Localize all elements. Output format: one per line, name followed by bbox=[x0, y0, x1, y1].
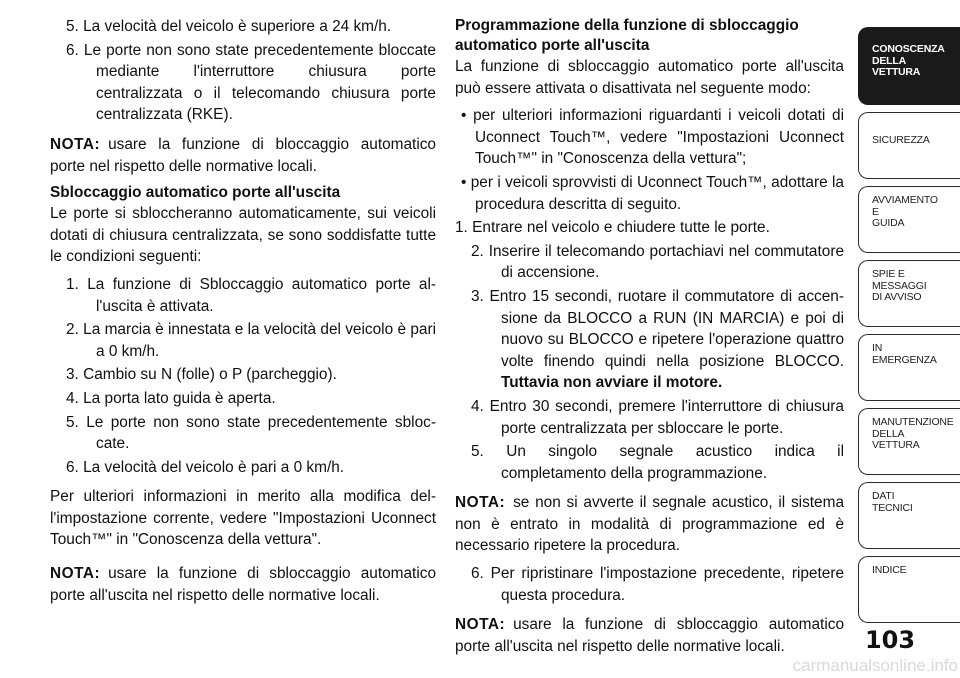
tab-indice[interactable]: INDICE bbox=[858, 556, 960, 623]
left-column bbox=[50, 16, 436, 612]
list-item: 2. La marcia è innestata e la velocità del veicolo è pari a 0 km/h. bbox=[66, 321, 436, 360]
note: NOTA: usare la funzione di sbloccaggio automatico porte all'uscita nel rispetto delle normative locali. bbox=[455, 616, 844, 655]
right-column bbox=[455, 16, 844, 663]
watermark: carmanualsonline.info bbox=[792, 656, 958, 675]
list-item: 6. Le porte non sono state precedentemente bloccate mediante l'interruttore chiusura porte centralizzata o il telecomando chiusura porte centralizzata (RKE). bbox=[66, 41, 436, 124]
list-item: 3. Cambio su N (folle) o P (parcheggio). bbox=[66, 366, 337, 384]
tab-in-emergenza[interactable]: IN EMERGENZA bbox=[858, 334, 960, 401]
list-item: 1. La funzione di Sbloccaggio automatico porte all'uscita è attivata. bbox=[66, 275, 437, 315]
tab-dati-tecnici[interactable]: DATI TECNICI bbox=[858, 482, 960, 549]
bullet-item: • per ulteriori informazioni riguardanti i veicoli dotati di Uconnect Touch™, vedere "Impostazioni Uconnect Touch™" in "Conoscenza della vettura"; bbox=[461, 107, 844, 168]
note: NOTA: se non si avverte il segnale acustico, il sistema non è entrato in modalità di programmazione ed è necessario ripetere la procedura. bbox=[455, 494, 844, 555]
note: NOTA: usare la funzione di bloccaggio automatico porte nel rispetto delle normative locali. bbox=[50, 135, 436, 175]
bullet-item: • per i veicoli sprovvisti di Uconnect Touch™, adottare la procedura descritta di seguito. bbox=[461, 173, 844, 213]
tab-sicurezza[interactable]: SICUREZZA bbox=[858, 112, 960, 179]
list-item: 2. Inserire il telecomando portachiavi nel commutatore di accensione. bbox=[471, 242, 844, 282]
list-item: 6. Per ripristinare l'impostazione precedente, ripetere questa procedura. bbox=[471, 565, 844, 604]
list-item: 4. Entro 30 secondi, premere l'interruttore di chiusura porte centralizzata per sbloccare le porte. bbox=[471, 397, 844, 437]
list-item: 4. La porta lato guida è aperta. bbox=[66, 389, 276, 407]
chapter-tabs bbox=[858, 27, 960, 630]
tab-conoscenza-della-vettura[interactable]: CONOSCENZA DELLA VETTURA bbox=[858, 27, 960, 105]
list-item: 5. Un singolo segnale acustico indica il completamento della programmazione. bbox=[471, 443, 845, 482]
tab-avviamento-e-guida[interactable]: AVVIAMENTO E GUIDA bbox=[858, 186, 960, 253]
tab-spie-e-messaggi[interactable]: SPIE E MESSAGGI DI AVVISO bbox=[858, 260, 960, 327]
page-number: 103 bbox=[864, 626, 916, 654]
list-item: 3. Entro 15 secondi, ruotare il commutatore di accensione da BLOCCO a RUN (IN MARCIA) e poi di nuovo su BLOCCO e ripetere l'operazione quattro volte finendo quindi nella posizione BLOCCO. Tuttavia non avviare il motore. bbox=[471, 287, 845, 392]
list-item: 5. Le porte non sono state precedentemente sbloccate. bbox=[66, 413, 436, 453]
list-item: 6. La velocità del veicolo è pari a 0 km/h. bbox=[66, 458, 345, 476]
list-item: 1. Entrare nel veicolo e chiudere tutte le porte. bbox=[455, 219, 770, 237]
list-item: 5. La velocità del veicolo è superiore a 24 km/h. bbox=[66, 18, 392, 35]
tab-manutenzione-della-vettura[interactable]: MANUTENZIONE DELLA VETTURA bbox=[858, 408, 960, 475]
section-heading: Programmazione della funzione di sbloccaggio automatico porte all'uscita bbox=[455, 17, 799, 54]
paragraph: La funzione di sbloccaggio automatico porte all'uscita può essere attivata o disattivata nel seguente modo: bbox=[455, 58, 844, 97]
paragraph: Le porte si sbloccheranno automaticamente, sui veicoli dotati di chiusura centralizzata, se sono soddisfatte tutte le condizioni seguenti: bbox=[50, 205, 436, 266]
section-heading: Sbloccaggio automatico porte all'uscita bbox=[50, 184, 341, 202]
note: NOTA: usare la funzione di sbloccaggio automatico porte all'uscita nel rispetto delle normative locali. bbox=[50, 565, 436, 604]
paragraph: Per ulteriori informazioni in merito alla modifica dell'impostazione corrente, vedere "Impostazioni Uconnect Touch™" in "Conoscenza della vettura". bbox=[50, 488, 436, 549]
